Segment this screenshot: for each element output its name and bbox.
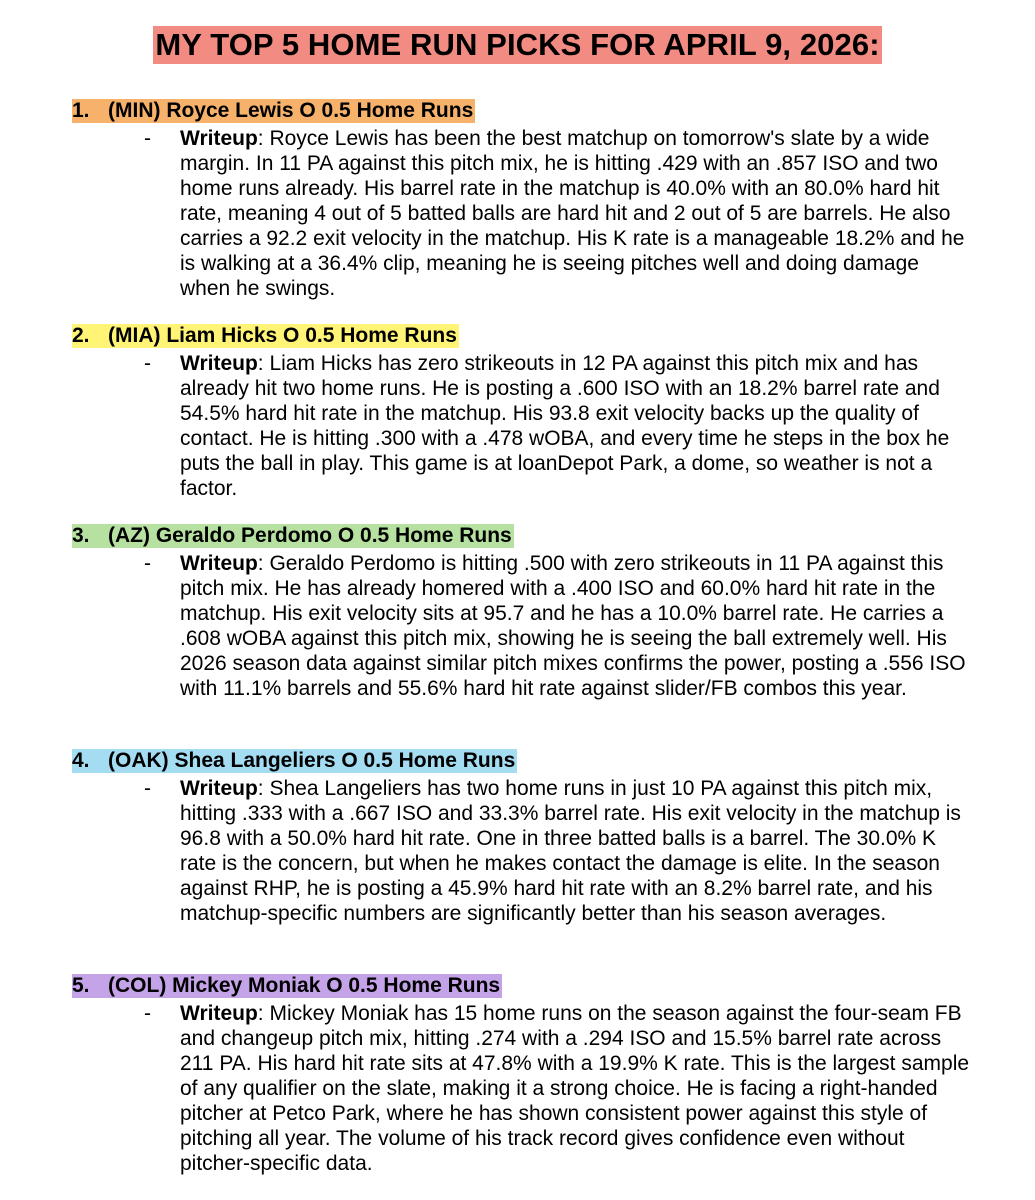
writeup-text: Liam Hicks has zero strikeouts in 12 PA against this pitch mix and has already hit two home runs. He is posting a .600 ISO with an 18.2% barrel rate and 54.5% hard hit rate in the matchup. His 93.8 exit velocity backs up the quality of contact. He is hitting .300 with a .478 wOBA, and every time he steps in the box he puts the ball in play. This game is at loanDepot Park, a dome, so weather is not a factor. — [180, 352, 950, 500]
pick-heading — [72, 524, 972, 549]
pick-heading-highlight — [72, 749, 517, 773]
pick-writeup: - Writeup: Liam Hicks has zero strikeouts in 12 PA against this pitch mix and has already hit two home runs. He is posting a .600 ISO with an 18.2% barrel rate and 54.5% hard hit rate in the matchup. His 93.8 exit velocity backs up the quality of contact. He is hitting .300 with a .478 wOBA, and every time he steps in the box he puts the ball in play. This game is at loanDepot Park, a dome, so weather is not a factor. — [144, 352, 950, 500]
pick-number: 5. — [72, 974, 90, 997]
pick-item — [72, 524, 972, 701]
pick-heading-highlight — [72, 524, 514, 548]
pick-heading — [72, 99, 972, 124]
pick-item — [72, 749, 972, 926]
pick-writeup: - Writeup: Mickey Moniak has 15 home runs on the season against the four-seam FB and changeup pitch mix, hitting .274 with a .294 ISO and 15.5% barrel rate across 211 PA. His hard hit rate sits at 47.8% with a 19.9% K rate. This is the largest sample of any qualifier on the slate, making it a strong choice. He is facing a right-handed pitcher at Petco Park, where he has shown consistent power against this style of pitching all year. The volume of his track record gives confidence even without pitcher-specific data. — [144, 1002, 970, 1175]
writeup-label: Writeup — [180, 1002, 258, 1025]
pick-title: (MIN) Royce Lewis O 0.5 Home Runs — [108, 99, 474, 122]
writeup-text: Shea Langeliers has two home runs in just 10 PA against this pitch mix, hitting .333 with a .667 ISO and 33.3% barrel rate. His exit velocity in the matchup is 96.8 with a 50.0% hard hit rate. One in three batted balls is a barrel. The 30.0% K rate is the concern, but when he makes contact the damage is elite. In the season against RHP, he is posting a 45.9% hard hit rate with an 8.2% barrel rate, and his matchup-specific numbers are significantly better than his season averages. — [180, 777, 961, 925]
pick-title: (OAK) Shea Langeliers O 0.5 Home Runs — [108, 749, 516, 772]
pick-heading-highlight — [72, 99, 475, 123]
bullet-dash: - — [144, 777, 151, 800]
writeup-text: Mickey Moniak has 15 home runs on the season against the four-seam FB and changeup pitch mix, hitting .274 with a .294 ISO and 15.5% barrel rate across 211 PA. His hard hit rate sits at 47.8% with a 19.9% K rate. This is the largest sample of any qualifier on the slate, making it a strong choice. He is facing a right-handed pitcher at Petco Park, where he has shown consistent power against this style of pitching all year. The volume of his track record gives confidence even without pitcher-specific data. — [180, 1002, 970, 1175]
pick-writeup: - Writeup: Shea Langeliers has two home runs in just 10 PA against this pitch mix, hitting .333 with a .667 ISO and 33.3% barrel rate. His exit velocity in the matchup is 96.8 with a 50.0% hard hit rate. One in three batted balls is a barrel. The 30.0% K rate is the concern, but when he makes contact the damage is elite. In the season against RHP, he is posting a 45.9% hard hit rate with an 8.2% barrel rate, and his matchup-specific numbers are significantly better than his season averages. — [144, 777, 961, 925]
writeup-label: Writeup — [180, 777, 258, 800]
writeup-text: Royce Lewis has been the best matchup on tomorrow's slate by a wide margin. In 11 PA against this pitch mix, he is hitting .429 with an .857 ISO and two home runs already. His barrel rate in the matchup is 40.0% with an 80.0% hard hit rate, meaning 4 out of 5 batted balls are hard hit and 2 out of 5 are barrels. He also carries a 92.2 exit velocity in the matchup. His K rate is a manageable 18.2% and he is walking at a 36.4% clip, meaning he is seeing pitches well and doing damage when he swings. — [180, 127, 965, 300]
pick-number: 3. — [72, 524, 90, 547]
pick-title: (MIA) Liam Hicks O 0.5 Home Runs — [108, 324, 457, 347]
pick-item — [72, 324, 972, 501]
pick-number: 2. — [72, 324, 90, 347]
pick-heading — [72, 974, 972, 999]
pick-heading-highlight — [72, 974, 502, 998]
writeup-label: Writeup — [180, 127, 258, 150]
page-title: MY TOP 5 HOME RUN PICKS FOR APRIL 9, 2026: — [155, 27, 880, 62]
writeup-label: Writeup — [180, 552, 258, 575]
pick-heading — [72, 749, 972, 774]
bullet-dash: - — [144, 1002, 151, 1025]
pick-number: 1. — [72, 99, 90, 122]
bullet-dash: - — [144, 127, 151, 150]
pick-writeup: - Writeup: Geraldo Perdomo is hitting .500 with zero strikeouts in 11 PA against this pitch mix. He has already homered with a .400 ISO and 60.0% hard hit rate in the matchup. His exit velocity sits at 95.7 and he has a 10.0% barrel rate. He carries a .608 wOBA against this pitch mix, showing he is seeing the ball extremely well. His 2026 season data against similar pitch mixes confirms the power, posting a .556 ISO with 11.1% barrels and 55.6% hard hit rate against slider/FB combos this year. — [144, 552, 966, 700]
pick-heading-highlight — [72, 324, 459, 348]
pick-heading — [72, 324, 972, 349]
bullet-dash: - — [144, 552, 151, 575]
pick-title: (COL) Mickey Moniak O 0.5 Home Runs — [108, 974, 501, 997]
writeup-label: Writeup — [180, 352, 258, 375]
pick-title: (AZ) Geraldo Perdomo O 0.5 Home Runs — [108, 524, 512, 547]
pick-writeup: - Writeup: Royce Lewis has been the best matchup on tomorrow's slate by a wide margin. In 11 PA against this pitch mix, he is hitting .429 with an .857 ISO and two home runs already. His barrel rate in the matchup is 40.0% with an 80.0% hard hit rate, meaning 4 out of 5 batted balls are hard hit and 2 out of 5 are barrels. He also carries a 92.2 exit velocity in the matchup. His K rate is a manageable 18.2% and he is walking at a 36.4% clip, meaning he is seeing pitches well and doing damage when he swings. — [144, 127, 965, 300]
page-title-wrap — [0, 26, 1035, 64]
pick-item — [72, 974, 972, 1176]
bullet-dash: - — [144, 352, 151, 375]
pick-item — [72, 99, 972, 301]
writeup-text: Geraldo Perdomo is hitting .500 with zero strikeouts in 11 PA against this pitch mix. He has already homered with a .400 ISO and 60.0% hard hit rate in the matchup. His exit velocity sits at 95.7 and he has a 10.0% barrel rate. He carries a .608 wOBA against this pitch mix, showing he is seeing the ball extremely well. His 2026 season data against similar pitch mixes confirms the power, posting a .556 ISO with 11.1% barrels and 55.6% hard hit rate against slider/FB combos this year. — [180, 552, 966, 700]
pick-number: 4. — [72, 749, 90, 772]
